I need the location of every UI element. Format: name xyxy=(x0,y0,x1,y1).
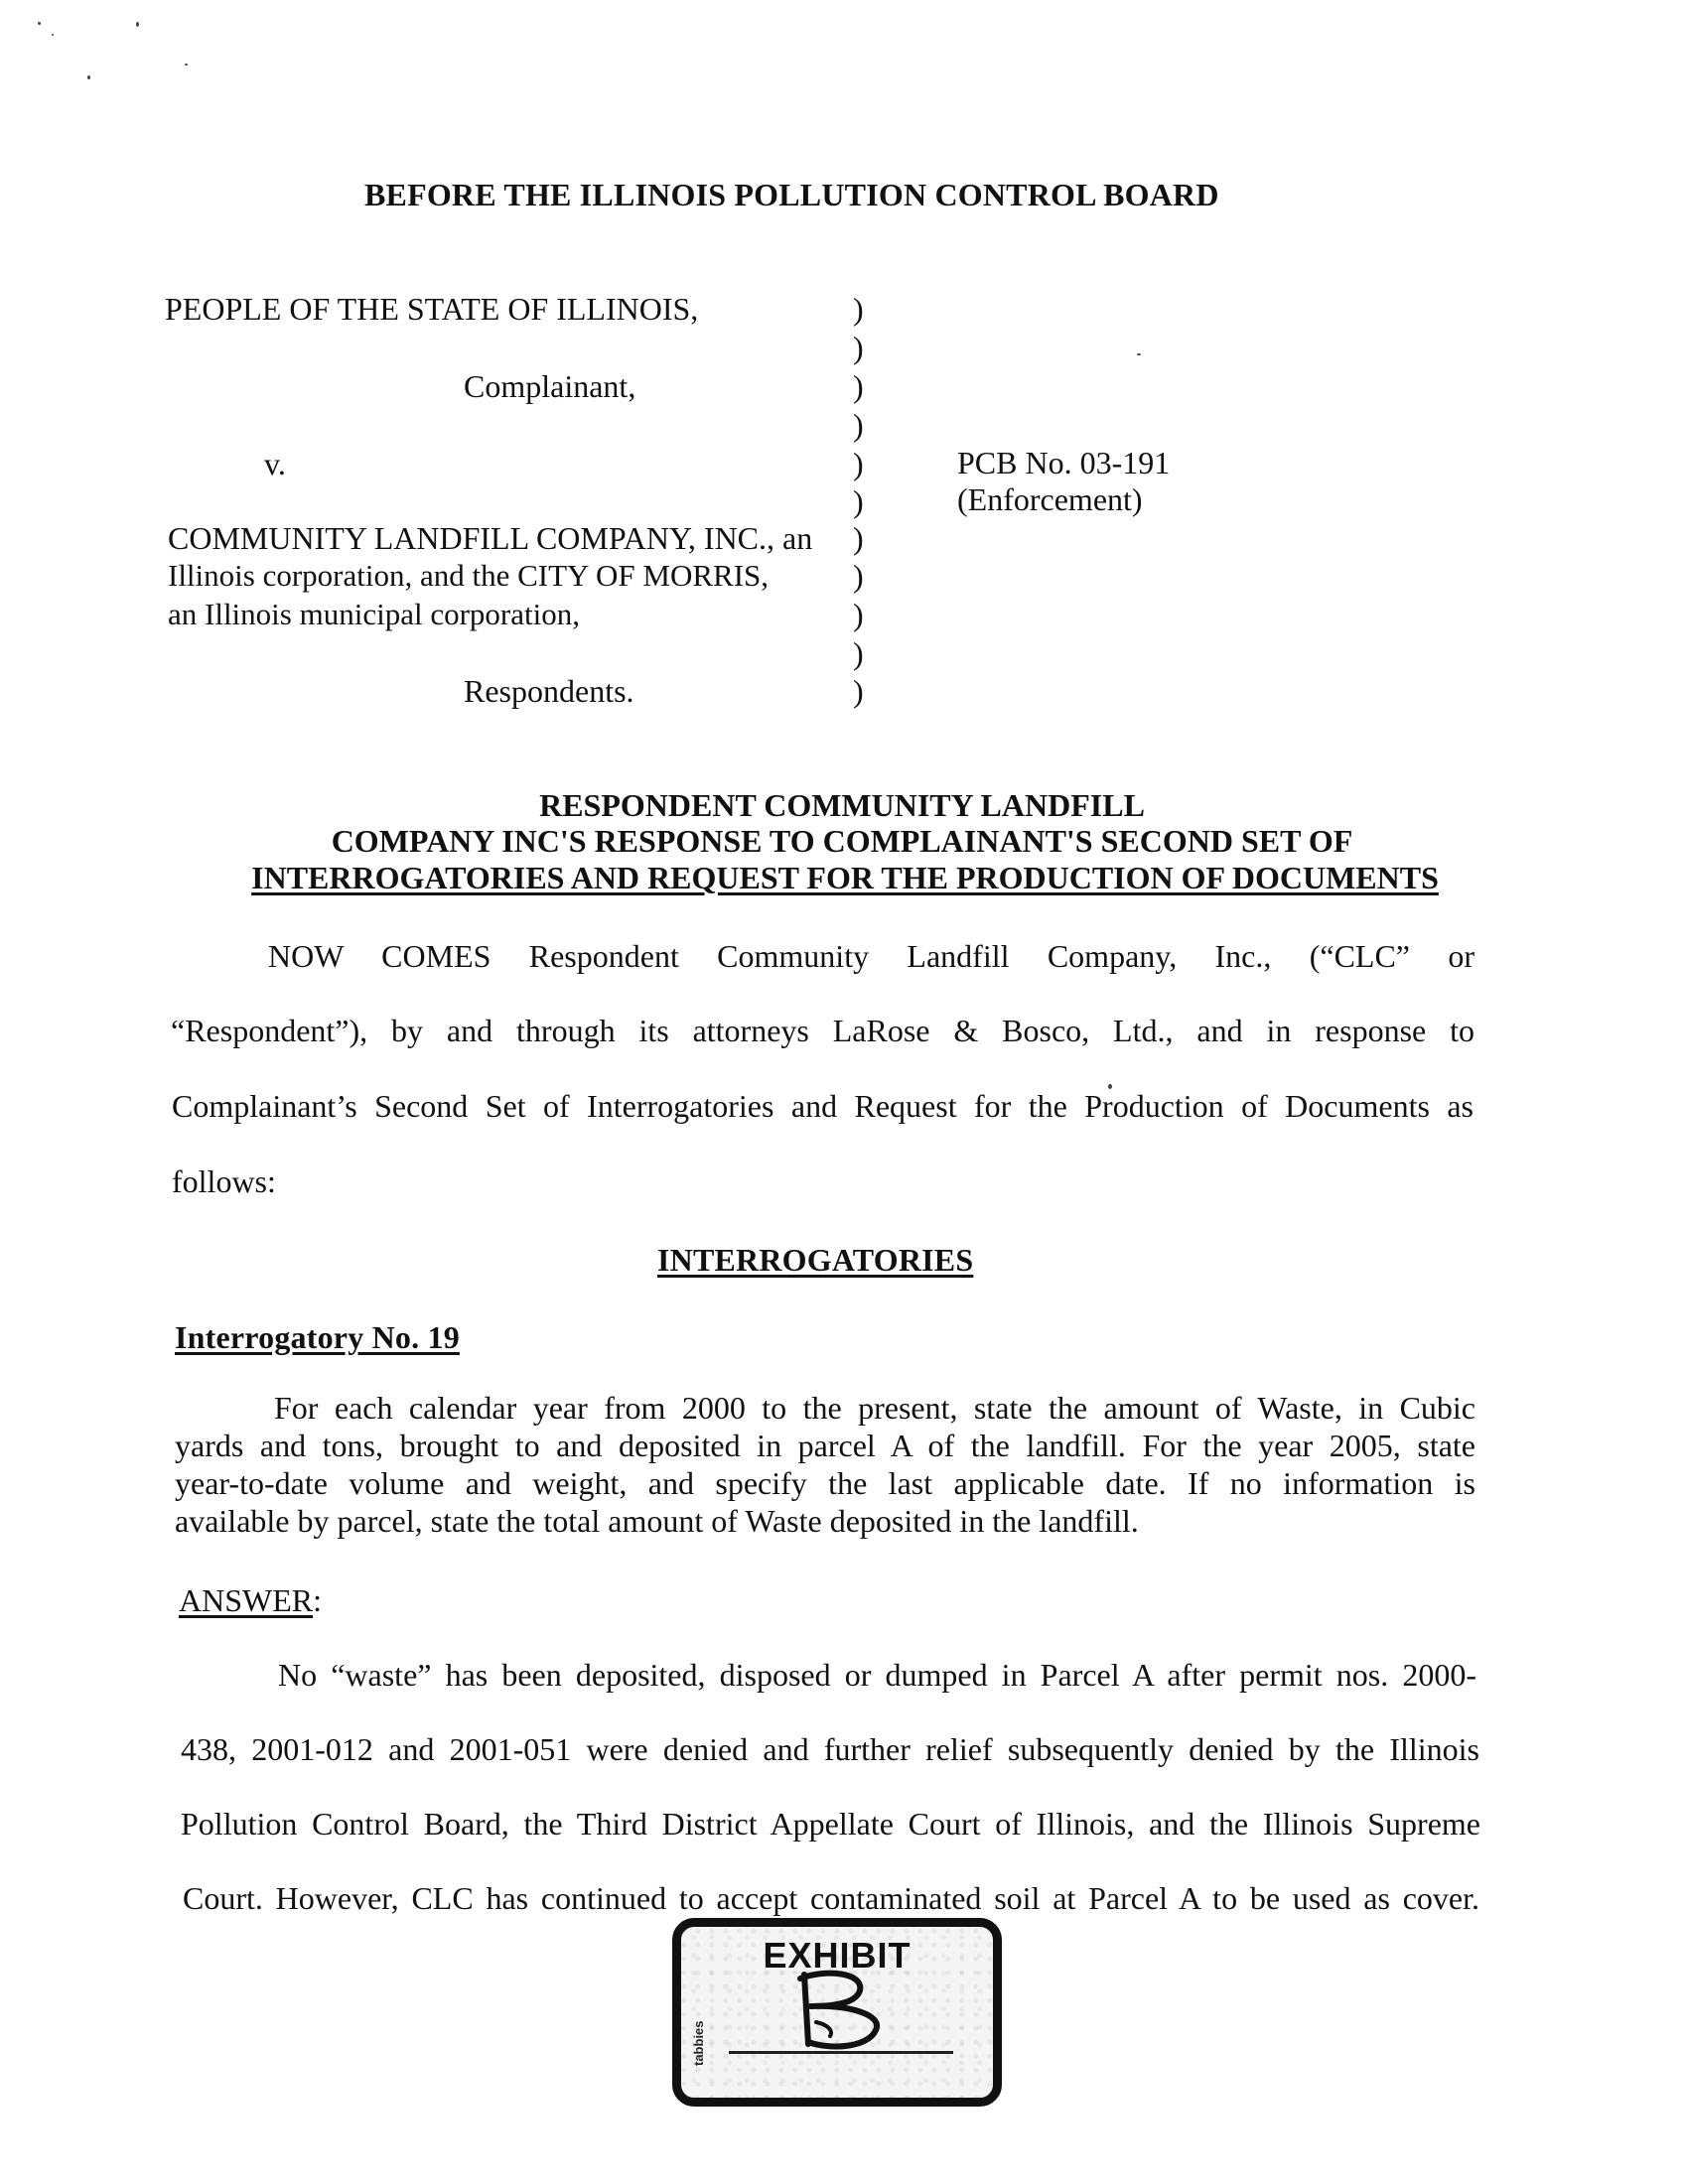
caption-paren: ) xyxy=(853,483,864,519)
caption-paren: ) xyxy=(853,291,864,327)
respondent-name-line2: Illinois corporation, and the CITY OF MORRIS, xyxy=(168,558,770,593)
scan-speck xyxy=(185,64,188,66)
scan-speck xyxy=(87,75,90,79)
caption-paren: ) xyxy=(853,407,864,443)
answer-line2: 438, 2001-012 and 2001-051 were denied and further relief subsequently denied by the Illinois xyxy=(181,1731,1479,1767)
exhibit-label: EXHIBIT xyxy=(763,1935,912,1976)
intro-line1: NOW COMES Respondent Community Landfill Company, Inc., (“CLC” or xyxy=(268,938,1474,974)
caption-paren: ) xyxy=(853,558,864,594)
exhibit-sticker xyxy=(672,1918,1002,2107)
caption-paren: ) xyxy=(853,597,864,632)
respondent-name-line3: an Illinois municipal corporation, xyxy=(168,597,580,631)
intro-line2: “Respondent”), by and through its attorneys LaRose & Bosco, Ltd., and in response to xyxy=(171,1013,1474,1048)
answer-line3: Pollution Control Board, the Third District Appellate Court of Illinois, and the Illinois Supreme xyxy=(181,1806,1480,1842)
answer-colon: : xyxy=(313,1582,322,1618)
answer-label: ANSWER xyxy=(179,1582,314,1618)
case-number: PCB No. 03-191 xyxy=(957,445,1171,480)
answer-line1: No “waste” has been deposited, disposed or dumped in Parcel A after permit nos. 2000- xyxy=(278,1657,1476,1693)
interrogatories-heading: INTERROGATORIES xyxy=(657,1242,974,1278)
scan-speck xyxy=(1137,353,1141,355)
caption-paren: ) xyxy=(853,520,864,556)
interrogatory-line2: yards and tons, brought to and deposited in parcel A of the landfill. For the year 2005, state xyxy=(175,1428,1475,1463)
answer-heading xyxy=(179,1582,322,1619)
interrogatory-line1: For each calendar year from 2000 to the present, state the amount of Waste, in Cubic xyxy=(274,1390,1475,1426)
caption-paren: ) xyxy=(853,368,864,404)
scan-speck xyxy=(52,34,54,36)
scan-speck xyxy=(136,22,139,27)
document-title-line3: INTERROGATORIES AND REQUEST FOR THE PRODUCTION OF DOCUMENTS xyxy=(251,860,1439,895)
case-type: (Enforcement) xyxy=(957,481,1143,517)
interrogatory-line4: available by parcel, state the total amount of Waste deposited in the landfill. xyxy=(175,1503,1139,1539)
respondent-role: Respondents. xyxy=(464,673,634,709)
handwritten-b-icon xyxy=(786,1967,896,2056)
caption-paren: ) xyxy=(853,635,864,671)
answer-line4: Court. However, CLC has continued to accept contaminated soil at Parcel A to be used as cover. xyxy=(183,1880,1479,1916)
document-title-line2: COMPANY INC'S RESPONSE TO COMPLAINANT'S SECOND SET OF xyxy=(331,823,1353,859)
exhibit-signature-line xyxy=(729,2051,953,2054)
complainant-role: Complainant, xyxy=(464,368,636,404)
caption-paren: ) xyxy=(853,330,864,365)
exhibit-letter xyxy=(786,1967,896,2061)
caption-paren: ) xyxy=(853,446,864,481)
sticker-brand: tabbies xyxy=(691,2020,706,2066)
interrogatory-label: Interrogatory No. 19 xyxy=(175,1319,460,1355)
intro-line4: follows: xyxy=(172,1163,276,1199)
versus: v. xyxy=(264,446,286,481)
document-title-line1: RESPONDENT COMMUNITY LANDFILL xyxy=(539,787,1145,823)
scan-speck xyxy=(38,22,41,25)
board-title: BEFORE THE ILLINOIS POLLUTION CONTROL BOARD xyxy=(364,177,1219,212)
caption-paren: ) xyxy=(853,673,864,709)
interrogatory-line3: year-to-date volume and weight, and specify the last applicable date. If no information is xyxy=(175,1465,1475,1501)
intro-line3: Complainant’s Second Set of Interrogatories and Request for the Production of Documents as xyxy=(172,1088,1474,1124)
respondent-name-line1: COMMUNITY LANDFILL COMPANY, INC., an xyxy=(168,520,813,556)
complainant-name: PEOPLE OF THE STATE OF ILLINOIS, xyxy=(165,291,699,327)
